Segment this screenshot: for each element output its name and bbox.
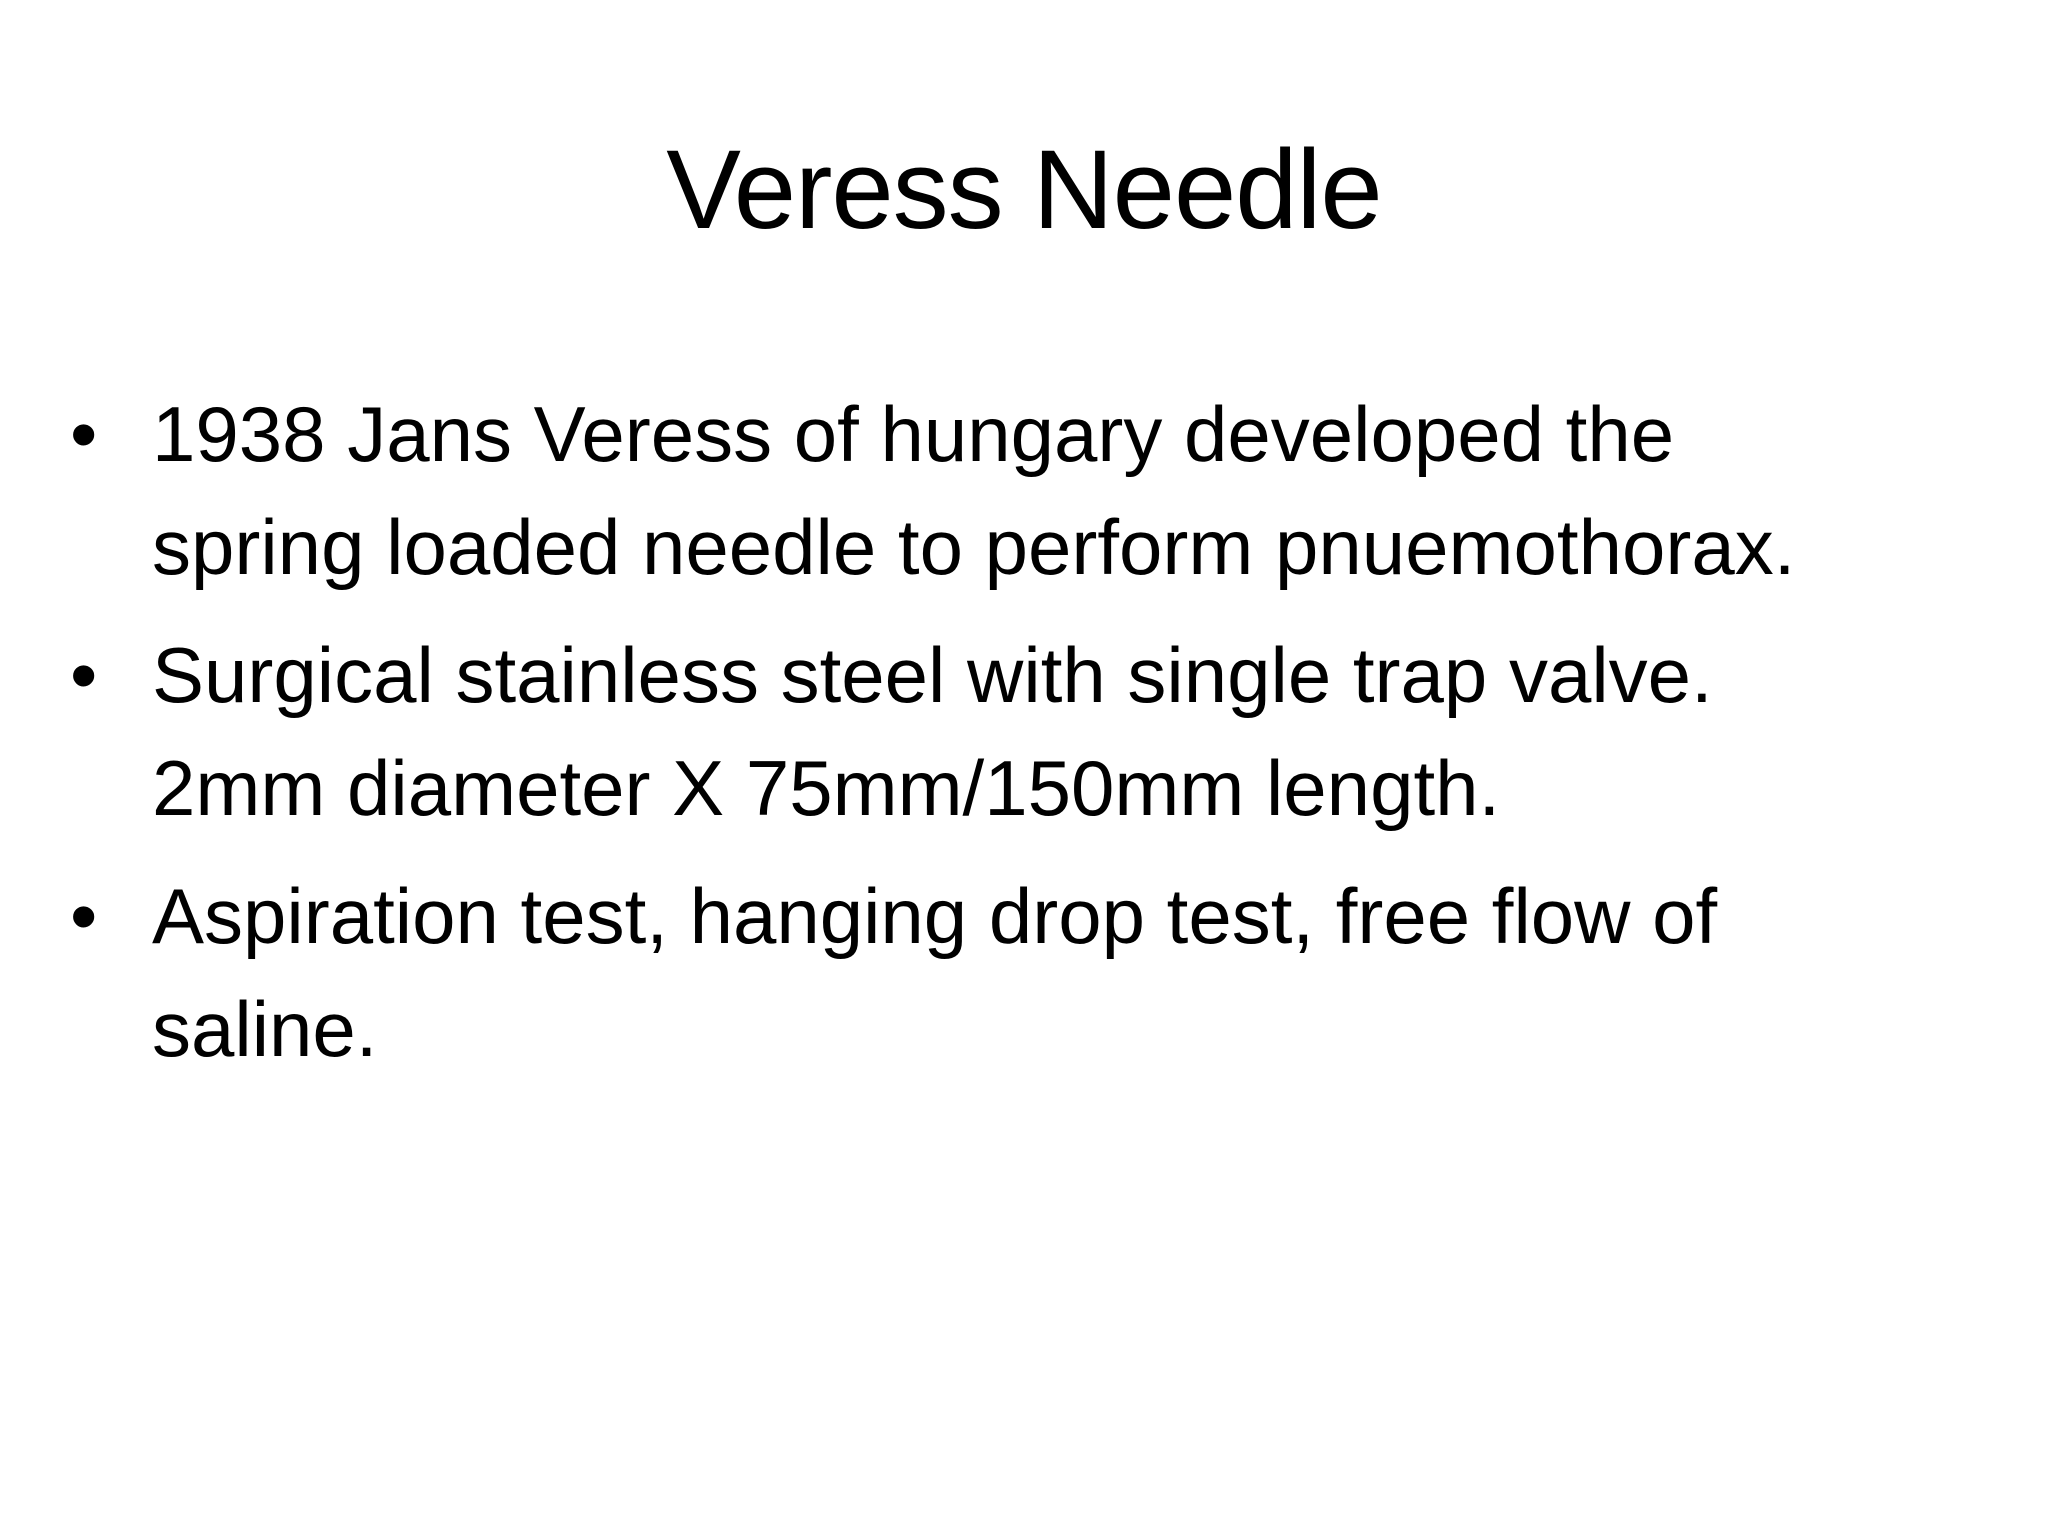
list-item — [70, 619, 2000, 845]
bullet-text-line: 2mm diameter X 75mm/150mm length. — [152, 744, 1501, 832]
list-item — [70, 378, 2000, 604]
bullet-text-line: saline. — [152, 985, 378, 1073]
bullet-text-line: 1938 Jans Veress of hungary developed the — [152, 390, 1675, 478]
slide-title: Veress Needle — [666, 127, 1382, 252]
bullet-icon: • — [70, 631, 98, 719]
bullet-list — [70, 378, 2000, 1101]
bullet-text-line: Surgical stainless steel with single trap valve. — [152, 631, 1713, 719]
bullet-icon: • — [70, 390, 98, 478]
bullet-text-line: Aspiration test, hanging drop test, free flow of — [152, 872, 1718, 960]
list-item — [70, 860, 2000, 1086]
bullet-icon: • — [70, 872, 98, 960]
bullet-text-line: spring loaded needle to perform pnuemothorax. — [152, 503, 1796, 591]
